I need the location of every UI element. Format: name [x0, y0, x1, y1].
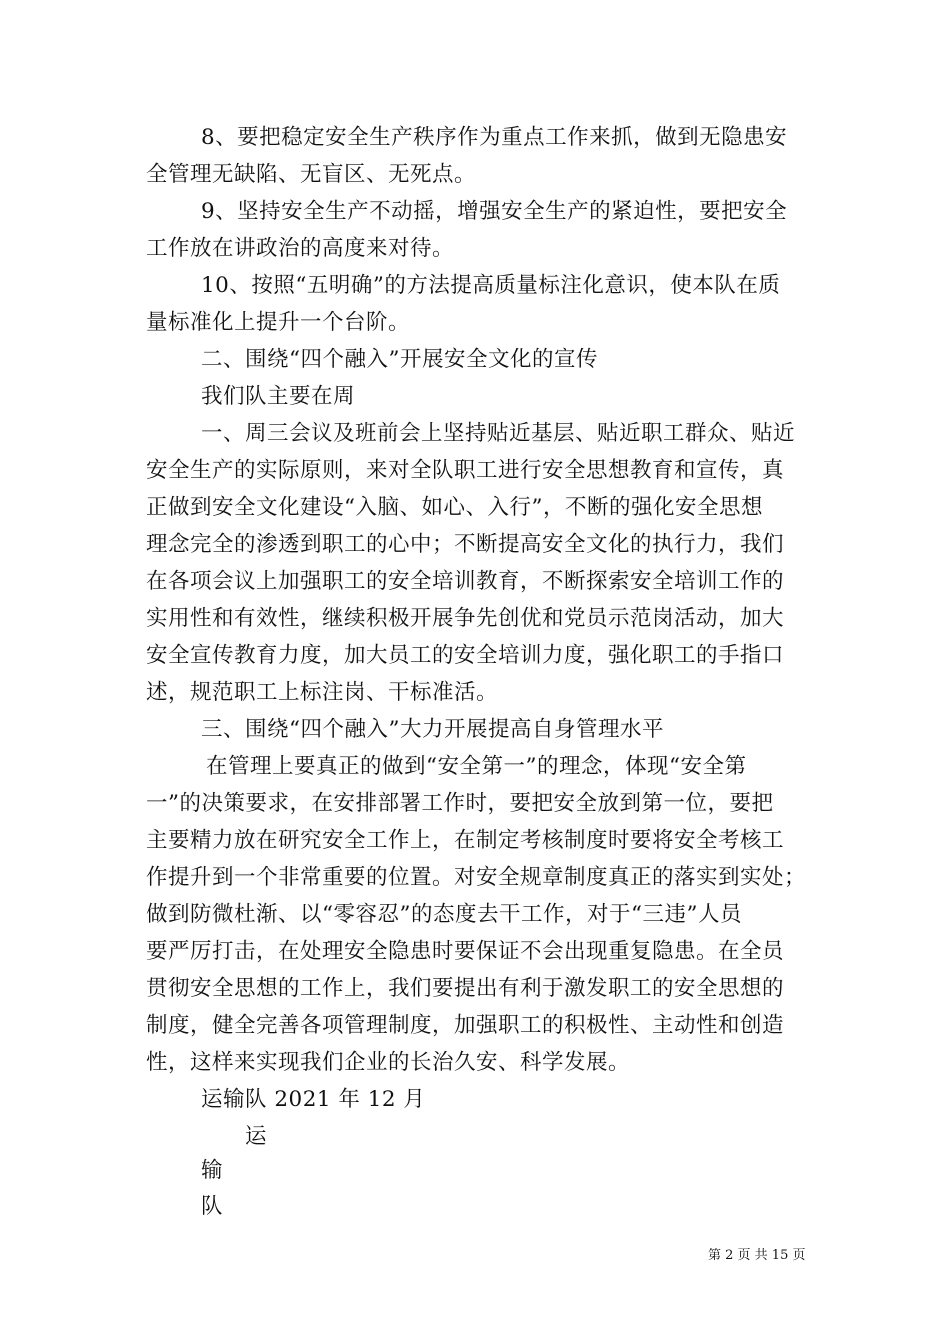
text-line-3: 9、坚持安全生产不动摇，增强安全生产的紧迫性，要把安全 — [201, 199, 788, 224]
section-heading-2: 二、围绕“四个融入”开展安全文化的宣传 — [201, 347, 598, 372]
text-line-26: 性，这样来实现我们企业的长治久安、科学发展。 — [146, 1050, 631, 1075]
text-line-18: 在管理上要真正的做到“安全第一”的理念，体现“安全第 — [206, 754, 747, 779]
text-line-19: 一”的决策要求，在安排部署工作时，要把安全放到第一位，要把 — [146, 791, 774, 816]
text-line-2: 全管理无缺陷、无盲区、无死点。 — [146, 162, 477, 187]
vertical-char-1: 运 — [245, 1124, 267, 1149]
vertical-char-2: 输 — [201, 1158, 223, 1183]
text-line-20: 主要精力放在研究安全工作上，在制定考核制度时要将安全考核工 — [146, 828, 785, 853]
text-line-15: 安全宣传教育力度，加大员工的安全培训力度，强化职工的手指口 — [146, 643, 785, 668]
text-line-4: 工作放在讲政治的高度来对待。 — [146, 236, 455, 261]
text-line-9: 一、周三会议及班前会上坚持贴近基层、贴近职工群众、贴近 — [201, 421, 796, 446]
text-line-22: 做到防微杜渐、以“零容忍”的态度去干工作，对于“三违”人员 — [146, 902, 742, 927]
page-number: 第 2 页 共 15 页 — [708, 1248, 806, 1263]
text-line-21: 作提升到一个非常重要的位置。对安全规章制度真正的落实到实处； — [146, 865, 807, 890]
text-line-5: 10、按照“五明确”的方法提高质量标注化意识，使本队在质 — [201, 273, 781, 298]
vertical-char-3: 队 — [201, 1194, 223, 1219]
text-line-25: 制度，健全完善各项管理制度，加强职工的积极性、主动性和创造 — [146, 1013, 785, 1038]
section-heading-3: 三、围绕“四个融入”大力开展提高自身管理水平 — [201, 717, 664, 742]
text-line-10: 安全生产的实际原则，来对全队职工进行安全思想教育和宣传，真 — [146, 458, 785, 483]
text-line-6: 量标准化上提升一个台阶。 — [146, 310, 411, 335]
signature-date: 运输队 2021 年 12 月 — [201, 1087, 426, 1112]
text-line-14: 实用性和有效性，继续积极开展争先创优和党员示范岗活动，加大 — [146, 606, 785, 631]
text-line-23: 要严厉打击，在处理安全隐患时要保证不会出现重复隐患。在全员 — [146, 939, 785, 964]
text-line-16: 述，规范职工上标注岗、干标准活。 — [146, 680, 499, 705]
text-line-24: 贯彻安全思想的工作上，我们要提出有利于激发职工的安全思想的 — [146, 976, 785, 1001]
text-line-13: 在各项会议上加强职工的安全培训教育，不断探索安全培训工作的 — [146, 569, 785, 594]
text-line-8: 我们队主要在周 — [201, 384, 356, 409]
text-line-11: 正做到安全文化建设“入脑、如心、入行”，不断的强化安全思想 — [146, 495, 763, 520]
text-line-1: 8、要把稳定安全生产秩序作为重点工作来抓，做到无隐患安 — [201, 125, 788, 150]
text-line-12: 理念完全的渗透到职工的心中；不断提高安全文化的执行力，我们 — [146, 532, 785, 557]
